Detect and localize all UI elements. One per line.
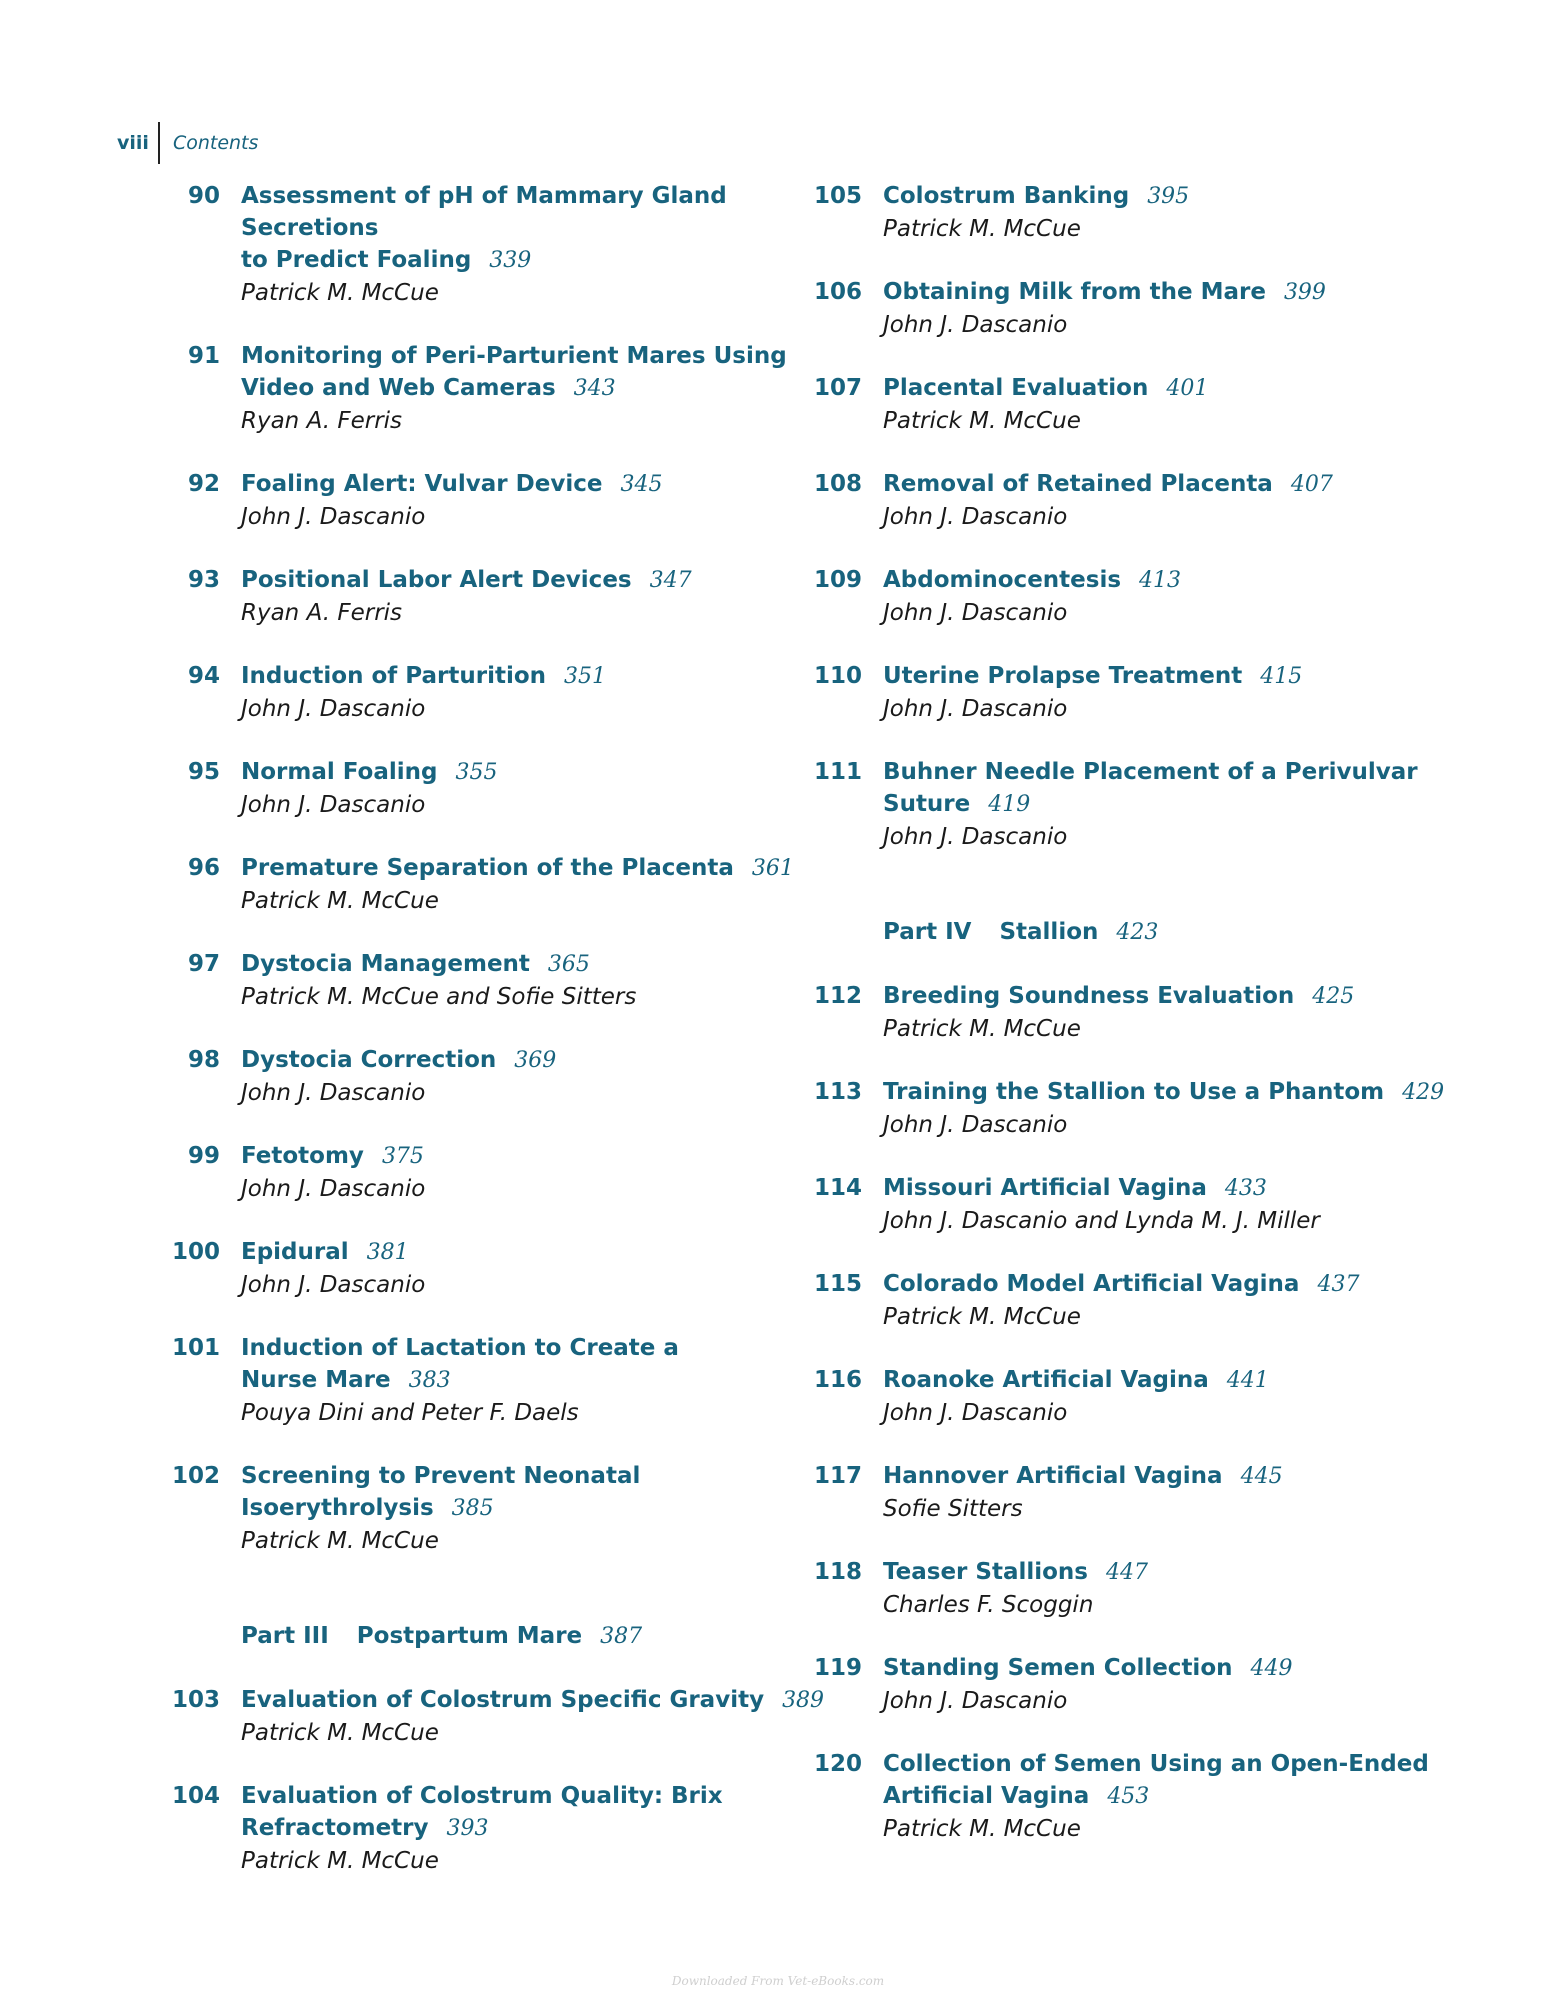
chapter-title xyxy=(883,1076,1444,1109)
part-heading[interactable] xyxy=(160,1620,860,1653)
toc-entry[interactable] xyxy=(160,756,860,821)
part-heading[interactable] xyxy=(802,916,1502,949)
chapter-title-line: Uterine Prolapse Treatment xyxy=(883,663,1243,689)
chapter-author: Patrick M. McCue xyxy=(883,1304,1081,1330)
chapter-title xyxy=(883,564,1181,597)
part-label: Part IV xyxy=(883,919,972,945)
chapter-number: 114 xyxy=(813,1175,862,1201)
chapter-title-line: Induction of Lactation to Create a xyxy=(241,1335,679,1361)
chapter-page-number: 401 xyxy=(1166,376,1209,401)
page-number: viii xyxy=(117,132,149,154)
chapter-title xyxy=(883,1460,1283,1493)
toc-entry[interactable] xyxy=(802,1172,1502,1237)
chapter-page-number: 365 xyxy=(547,952,590,977)
chapter-title xyxy=(883,1556,1148,1589)
chapter-title-line: Evaluation of Colostrum Specific Gravity xyxy=(241,1687,765,1713)
chapter-number: 107 xyxy=(813,375,862,401)
chapter-title xyxy=(883,372,1208,405)
chapter-author: Patrick M. McCue xyxy=(883,408,1081,434)
chapter-number: 99 xyxy=(187,1143,220,1169)
chapter-title-line: Missouri Artificial Vagina xyxy=(883,1175,1207,1201)
chapter-title xyxy=(241,1332,679,1397)
chapter-title-line: Premature Separation of the Placenta xyxy=(241,855,734,881)
chapter-page-number: 381 xyxy=(366,1240,409,1265)
chapter-number: 105 xyxy=(813,183,862,209)
chapter-page-number: 441 xyxy=(1226,1368,1269,1393)
chapter-page-number: 433 xyxy=(1224,1176,1267,1201)
chapter-page-number: 447 xyxy=(1106,1560,1148,1585)
toc-entry[interactable] xyxy=(802,564,1502,629)
chapter-author: Ryan A. Ferris xyxy=(241,600,403,626)
toc-entry[interactable] xyxy=(802,1076,1502,1141)
chapter-title xyxy=(241,340,787,405)
toc-entry[interactable] xyxy=(160,340,860,437)
chapter-number: 112 xyxy=(813,983,862,1009)
chapter-title-line: Obtaining Milk from the Mare xyxy=(883,279,1266,305)
toc-entry[interactable] xyxy=(802,756,1502,853)
chapter-page-number: 375 xyxy=(381,1144,424,1169)
chapter-title xyxy=(241,180,860,277)
toc-entry[interactable] xyxy=(160,1140,860,1205)
chapter-title xyxy=(883,1364,1269,1397)
chapter-author: John J. Dascanio xyxy=(883,1688,1068,1714)
chapter-author: Patrick M. McCue xyxy=(883,1816,1081,1842)
toc-entry[interactable] xyxy=(802,180,1502,245)
chapter-author: John J. Dascanio and Lynda M. J. Miller xyxy=(883,1208,1320,1234)
chapter-author: John J. Dascanio xyxy=(883,1112,1068,1138)
chapter-title-line: Buhner Needle Placement of a Perivulvar xyxy=(883,759,1418,785)
chapter-author: John J. Dascanio xyxy=(241,1272,426,1298)
chapter-title xyxy=(883,660,1302,693)
chapter-number: 97 xyxy=(187,951,220,977)
chapter-page-number: 413 xyxy=(1139,568,1182,593)
chapter-title xyxy=(883,180,1189,213)
toc-entry[interactable] xyxy=(160,1460,860,1557)
chapter-number: 109 xyxy=(813,567,862,593)
chapter-title-line: Foaling Alert: Vulvar Device xyxy=(241,471,603,497)
chapter-page-number: 339 xyxy=(489,248,532,273)
chapter-page-number: 445 xyxy=(1240,1464,1283,1489)
chapter-author: Patrick M. McCue and Sofie Sitters xyxy=(241,984,637,1010)
chapter-page-number: 449 xyxy=(1250,1656,1293,1681)
chapter-title xyxy=(241,1780,723,1845)
chapter-number: 104 xyxy=(171,1783,220,1809)
chapter-author: Pouya Dini and Peter F. Daels xyxy=(241,1400,579,1426)
chapter-title-line: Artificial Vagina xyxy=(883,1783,1090,1809)
chapter-number: 96 xyxy=(187,855,220,881)
chapter-number: 95 xyxy=(187,759,220,785)
toc-entry[interactable] xyxy=(160,660,860,725)
chapter-author: John J. Dascanio xyxy=(241,792,426,818)
download-watermark: Downloaded From Vet-eBooks.com xyxy=(671,1974,885,1988)
chapter-title-line: Dystocia Correction xyxy=(241,1047,497,1073)
chapter-title-line: Collection of Semen Using an Open-Ended xyxy=(883,1751,1429,1777)
chapter-author: Patrick M. McCue xyxy=(241,1528,439,1554)
chapter-number: 110 xyxy=(813,663,862,689)
chapter-title-line: Assessment of pH of Mammary Gland Secretions xyxy=(241,183,727,241)
toc-entry[interactable] xyxy=(802,1364,1502,1429)
chapter-number: 94 xyxy=(187,663,220,689)
chapter-page-number: 343 xyxy=(573,376,616,401)
part-title: Postpartum Mare xyxy=(356,1623,583,1649)
chapter-title-line: Hannover Artificial Vagina xyxy=(883,1463,1223,1489)
chapter-number: 120 xyxy=(813,1751,862,1777)
chapter-page-number: 347 xyxy=(649,568,692,593)
chapter-title xyxy=(883,1652,1293,1685)
chapter-page-number: 425 xyxy=(1312,984,1355,1009)
chapter-title xyxy=(883,980,1354,1013)
chapter-author: John J. Dascanio xyxy=(241,1080,426,1106)
chapter-number: 117 xyxy=(813,1463,862,1489)
chapter-page-number: 361 xyxy=(751,856,794,881)
chapter-author: Charles F. Scoggin xyxy=(883,1592,1094,1618)
toc-entry[interactable] xyxy=(802,1556,1502,1621)
chapter-page-number: 383 xyxy=(408,1368,451,1393)
chapter-title-line: Training the Stallion to Use a Phantom xyxy=(883,1079,1385,1105)
chapter-title xyxy=(883,756,1418,821)
chapter-number: 93 xyxy=(187,567,220,593)
chapter-number: 98 xyxy=(187,1047,220,1073)
chapter-title-line: Colorado Model Artificial Vagina xyxy=(883,1271,1300,1297)
section-title: Contents xyxy=(172,132,259,154)
chapter-title-line: Colostrum Banking xyxy=(883,183,1130,209)
chapter-title-line: Dystocia Management xyxy=(241,951,530,977)
chapter-number: 118 xyxy=(813,1559,862,1585)
toc-entry[interactable] xyxy=(802,1268,1502,1333)
chapter-page-number: 429 xyxy=(1402,1080,1445,1105)
chapter-page-number: 419 xyxy=(988,792,1031,817)
running-header xyxy=(117,122,258,164)
chapter-number: 101 xyxy=(171,1335,220,1361)
chapter-number: 119 xyxy=(813,1655,862,1681)
toc-column-right xyxy=(802,180,1502,1845)
chapter-title-line: Induction of Parturition xyxy=(241,663,547,689)
chapter-page-number: 399 xyxy=(1283,280,1326,305)
toc-entry[interactable] xyxy=(802,1652,1502,1717)
chapter-title-line: Standing Semen Collection xyxy=(883,1655,1233,1681)
toc-entry[interactable] xyxy=(802,1460,1502,1525)
chapter-page-number: 351 xyxy=(564,664,607,689)
chapter-author: Patrick M. McCue xyxy=(883,1016,1081,1042)
chapter-author: John J. Dascanio xyxy=(883,504,1068,530)
chapter-number: 92 xyxy=(187,471,220,497)
toc-entry[interactable] xyxy=(802,980,1502,1045)
chapter-number: 115 xyxy=(813,1271,862,1297)
part-page-number: 387 xyxy=(600,1624,643,1649)
chapter-title xyxy=(883,1172,1320,1205)
toc-entry[interactable] xyxy=(160,948,860,1013)
toc-entry[interactable] xyxy=(160,1044,860,1109)
chapter-title xyxy=(883,1748,1429,1813)
chapter-number: 103 xyxy=(171,1687,220,1713)
chapter-title xyxy=(241,756,497,789)
chapter-title-line: Suture xyxy=(883,791,971,817)
chapter-author: Sofie Sitters xyxy=(883,1496,1023,1522)
chapter-number: 102 xyxy=(171,1463,220,1489)
toc-entry[interactable] xyxy=(802,276,1502,341)
chapter-page-number: 389 xyxy=(782,1688,825,1713)
chapter-title-line: Evaluation of Colostrum Quality: Brix xyxy=(241,1783,723,1809)
chapter-author: John J. Dascanio xyxy=(241,696,426,722)
chapter-author: John J. Dascanio xyxy=(883,600,1068,626)
chapter-number: 106 xyxy=(813,279,862,305)
toc-entry[interactable] xyxy=(160,1236,860,1301)
chapter-number: 108 xyxy=(813,471,862,497)
chapter-title-line: to Predict Foaling xyxy=(241,247,472,273)
chapter-number: 113 xyxy=(813,1079,862,1105)
chapter-author: Patrick M. McCue xyxy=(883,216,1081,242)
chapter-title-line: Placental Evaluation xyxy=(883,375,1149,401)
chapter-title-line: Isoerythrolysis xyxy=(241,1495,434,1521)
chapter-author: Patrick M. McCue xyxy=(241,1720,439,1746)
part-page-number: 423 xyxy=(1116,920,1159,945)
toc-entry[interactable] xyxy=(802,660,1502,725)
chapter-title-line: Nurse Mare xyxy=(241,1367,391,1393)
chapter-title xyxy=(241,1684,824,1717)
chapter-author: John J. Dascanio xyxy=(883,312,1068,338)
toc-entry[interactable] xyxy=(160,180,860,309)
chapter-title-line: Breeding Soundness Evaluation xyxy=(883,983,1295,1009)
toc-entry[interactable] xyxy=(802,372,1502,437)
chapter-page-number: 395 xyxy=(1147,184,1190,209)
part-title: Stallion xyxy=(999,919,1099,945)
chapter-author: John J. Dascanio xyxy=(241,504,426,530)
chapter-title-line: Epidural xyxy=(241,1239,349,1265)
chapter-title-line: Teaser Stallions xyxy=(883,1559,1088,1585)
chapter-page-number: 453 xyxy=(1107,1784,1150,1809)
chapter-number: 90 xyxy=(187,183,220,209)
chapter-author: John J. Dascanio xyxy=(241,1176,426,1202)
toc-entry[interactable] xyxy=(160,468,860,533)
toc-entry[interactable] xyxy=(160,1684,860,1749)
chapter-title xyxy=(241,564,692,597)
chapter-title-line: Fetotomy xyxy=(241,1143,364,1169)
chapter-title xyxy=(883,468,1333,501)
chapter-page-number: 369 xyxy=(514,1048,557,1073)
chapter-title xyxy=(241,1044,556,1077)
toc-entry[interactable] xyxy=(160,1332,860,1429)
chapter-page-number: 385 xyxy=(451,1496,494,1521)
chapter-title xyxy=(241,852,794,885)
chapter-page-number: 437 xyxy=(1317,1272,1360,1297)
chapter-author: Ryan A. Ferris xyxy=(241,408,403,434)
chapter-number: 111 xyxy=(813,759,862,785)
chapter-author: Patrick M. McCue xyxy=(241,280,439,306)
chapter-title-line: Monitoring of Peri-Parturient Mares Using xyxy=(241,343,787,369)
chapter-title-line: Video and Web Cameras xyxy=(241,375,556,401)
chapter-number: 100 xyxy=(171,1239,220,1265)
toc-entry[interactable] xyxy=(160,852,860,917)
chapter-author: Patrick M. McCue xyxy=(241,888,439,914)
chapter-author: John J. Dascanio xyxy=(883,824,1068,850)
chapter-title xyxy=(241,948,636,981)
toc-entry[interactable] xyxy=(160,564,860,629)
chapter-author: Patrick M. McCue xyxy=(241,1848,439,1874)
chapter-author: John J. Dascanio xyxy=(883,696,1068,722)
chapter-page-number: 415 xyxy=(1260,664,1303,689)
chapter-title xyxy=(241,468,662,501)
chapter-page-number: 407 xyxy=(1290,472,1333,497)
chapter-title-line: Normal Foaling xyxy=(241,759,438,785)
chapter-title xyxy=(241,1460,640,1525)
chapter-author: John J. Dascanio xyxy=(883,1400,1068,1426)
chapter-title xyxy=(241,660,606,693)
chapter-title-line: Roanoke Artificial Vagina xyxy=(883,1367,1209,1393)
chapter-title-line: Removal of Retained Placenta xyxy=(883,471,1273,497)
chapter-title xyxy=(241,1140,425,1173)
chapter-title-line: Abdominocentesis xyxy=(883,567,1122,593)
chapter-number: 91 xyxy=(187,343,220,369)
chapter-number: 116 xyxy=(813,1367,862,1393)
toc-entry[interactable] xyxy=(160,1780,860,1877)
chapter-page-number: 345 xyxy=(620,472,663,497)
chapter-title-line: Screening to Prevent Neonatal xyxy=(241,1463,641,1489)
chapter-title-line: Positional Labor Alert Devices xyxy=(241,567,632,593)
chapter-title xyxy=(241,1236,425,1269)
chapter-page-number: 355 xyxy=(455,760,498,785)
chapter-title-line: Refractometry xyxy=(241,1815,429,1841)
chapter-title xyxy=(883,1268,1359,1301)
chapter-title xyxy=(883,276,1326,309)
toc-entry[interactable] xyxy=(802,468,1502,533)
part-label: Part III xyxy=(241,1623,329,1649)
toc-column-left xyxy=(160,180,860,1877)
chapter-page-number: 393 xyxy=(446,1816,489,1841)
toc-entry[interactable] xyxy=(802,1748,1502,1845)
